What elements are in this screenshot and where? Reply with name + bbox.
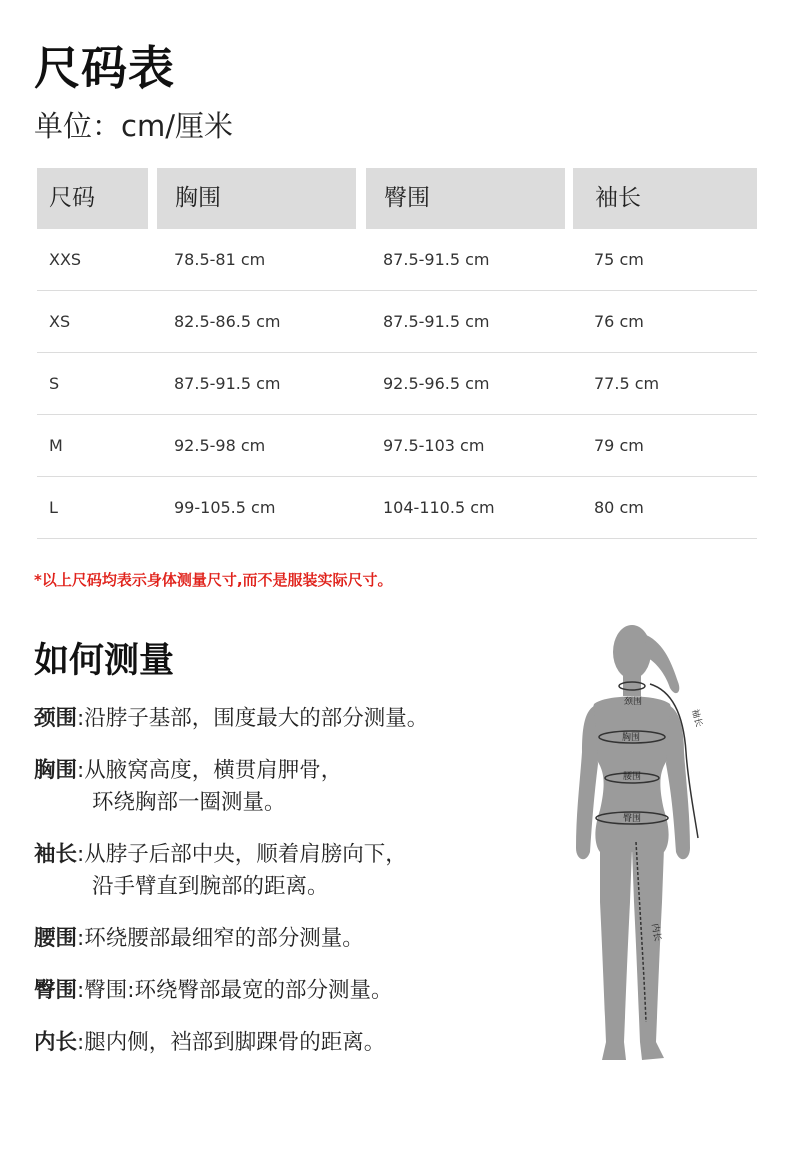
measure-item — [34, 703, 554, 735]
chest-label: 胸围 — [622, 733, 641, 743]
table-row — [37, 477, 757, 539]
cell-chest: 87.5-91.5 cm — [174, 374, 281, 393]
table-row — [37, 229, 757, 291]
measure-item — [34, 1027, 554, 1059]
measure-term: 腰围 — [34, 926, 78, 951]
cell-hip: 92.5-96.5 cm — [383, 374, 490, 393]
cell-chest: 99-105.5 cm — [174, 498, 276, 517]
cell-chest: 92.5-98 cm — [174, 436, 266, 455]
left-leg-shape — [600, 848, 632, 1060]
neck-label: 颈围 — [624, 697, 643, 707]
cell-size: L — [49, 498, 58, 517]
unit-label: 单位：cm/厘米 — [34, 109, 233, 143]
cell-size: XS — [49, 312, 71, 331]
size-table — [37, 168, 757, 539]
measure-term: 臀围 — [34, 978, 78, 1003]
measure-description: 腿内侧，裆部到脚踝骨的距离。 — [84, 1030, 386, 1055]
measure-separator: : — [77, 1030, 85, 1055]
measure-item-line — [34, 923, 554, 955]
cell-hip: 87.5-91.5 cm — [383, 250, 490, 269]
neck-shape — [623, 674, 641, 696]
table-row — [37, 291, 757, 353]
measure-item — [34, 755, 554, 819]
measure-separator: : — [77, 978, 85, 1003]
measure-item-line — [34, 839, 554, 871]
table-header-row — [37, 168, 757, 229]
measurement-note: *以上尺码均表示身体测量尺寸,而不是服装实际尺寸。 — [34, 571, 393, 589]
page-title: 尺码表 — [34, 41, 175, 95]
measure-instructions — [34, 703, 554, 1079]
cell-chest: 82.5-86.5 cm — [174, 312, 281, 331]
measure-term: 内长 — [34, 1030, 78, 1055]
measure-item-line — [34, 755, 554, 787]
measure-item — [34, 975, 554, 1007]
measure-item — [34, 923, 554, 955]
measure-term: 胸围 — [34, 758, 78, 783]
right-arm-shape — [666, 706, 690, 859]
cell-size: XXS — [49, 250, 82, 269]
measure-item-line — [34, 703, 554, 735]
cell-sleeve: 75 cm — [594, 250, 644, 269]
cell-size: M — [49, 436, 63, 455]
table-row — [37, 353, 757, 415]
header-sleeve: 袖长 — [573, 168, 757, 229]
measure-separator: : — [77, 758, 85, 783]
measure-separator: : — [77, 706, 85, 731]
measure-description: 沿脖子基部，围度最大的部分测量。 — [84, 706, 429, 731]
waist-label: 腰围 — [623, 772, 642, 782]
measure-description: 从脖子后部中央，顺着肩膀向下， — [84, 842, 407, 867]
measure-separator: : — [77, 926, 85, 951]
cell-sleeve: 77.5 cm — [594, 374, 660, 393]
cell-chest: 78.5-81 cm — [174, 250, 266, 269]
head-shape — [613, 625, 651, 679]
inseam-label: 内长 — [649, 922, 663, 943]
measure-item-line — [34, 1027, 554, 1059]
cell-sleeve: 79 cm — [594, 436, 644, 455]
cell-hip: 87.5-91.5 cm — [383, 312, 490, 331]
header-size: 尺码 — [37, 168, 148, 229]
measure-description: 环绕腰部最细窄的部分测量。 — [84, 926, 364, 951]
measure-description-cont: 环绕胸部一圈测量。 — [92, 790, 286, 815]
table-body — [37, 229, 757, 539]
sleeve-label: 袖长 — [689, 708, 704, 729]
cell-sleeve: 80 cm — [594, 498, 644, 517]
how-to-measure-title: 如何测量 — [34, 641, 175, 681]
left-arm-shape — [576, 706, 598, 859]
measure-description: 从腋窝高度，横贯肩胛骨， — [84, 758, 343, 783]
ponytail-shape — [644, 634, 679, 693]
cell-hip: 104-110.5 cm — [383, 498, 495, 517]
measure-description: 臀围:环绕臀部最宽的部分测量。 — [84, 978, 393, 1003]
hip-label: 臀围 — [623, 814, 642, 824]
header-chest: 胸围 — [157, 168, 356, 229]
measure-description-cont: 沿手臂直到腕部的距离。 — [92, 874, 329, 899]
header-hip: 臀围 — [366, 168, 565, 229]
measure-item — [34, 839, 554, 903]
right-leg-shape — [632, 848, 664, 1060]
measure-separator: : — [77, 842, 85, 867]
measure-term: 颈围 — [34, 706, 78, 731]
measure-term: 袖长 — [34, 842, 78, 867]
cell-sleeve: 76 cm — [594, 312, 644, 331]
body-measurement-figure — [560, 612, 720, 1072]
cell-size: S — [49, 374, 60, 393]
cell-hip: 97.5-103 cm — [383, 436, 485, 455]
table-row — [37, 415, 757, 477]
measure-item-line — [34, 975, 554, 1007]
